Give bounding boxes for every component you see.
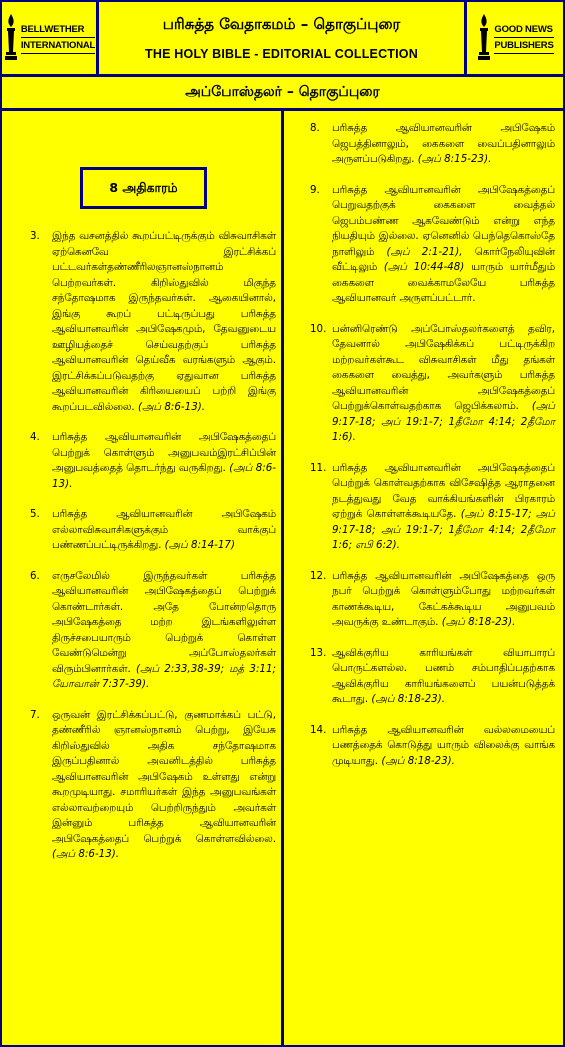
list-item — [310, 183, 555, 307]
item-number: 11. — [310, 461, 327, 474]
chapter-label: 8 அதிகாரம் — [80, 167, 207, 209]
item-text — [332, 121, 555, 168]
item-text — [332, 322, 555, 446]
section-header — [2, 77, 563, 108]
section-title: அப்போஸ்தலர் – தொகுப்புரை — [185, 83, 380, 100]
good-news-logo-box — [467, 2, 563, 74]
item-text — [332, 569, 555, 631]
item-reference: (அப் 10:44-48) — [383, 261, 465, 273]
list-item — [310, 322, 555, 446]
item-reference: (அப் 8:6-13). — [52, 462, 276, 490]
item-reference: (அப் 2:1-21), — [386, 245, 463, 258]
item-body: கொர்நேலியுவின் வீட்டிலும் — [332, 245, 556, 273]
logo-left-line-2: INTERNATIONAL — [21, 38, 95, 54]
item-body: பரிசுத்த ஆவியானவரின் வல்லமையைப் பணத்தைக் கொடுத்து யாரும் விலைக்கு வாங்க முடியாது. — [332, 723, 555, 767]
item-body: பரிசுத்த ஆவியானவரின் அபிஷேகத்தைப் பெற்றுக் கொள்வதற்காக விசேஷித்த ஆராதனை நடத்துவது வேத வாக்கியங்களின் பிரகாரம் ஏற்றுக் கொள்ளக்கூடியதே. — [332, 461, 555, 520]
title-english: THE HOLY BIBLE - EDITORIAL COLLECTION — [145, 47, 418, 61]
item-reference: (அப் 2:33,38-39; மத் 3:11; யோவான் 7:37-39). — [52, 662, 276, 690]
item-text — [52, 569, 276, 693]
item-text — [332, 723, 555, 770]
logo-right-line-1: GOOD NEWS — [494, 22, 553, 38]
item-body: பரிசுத்த ஆவியானவரின் அபிஷேகத்தை ஒரு நபர் பெற்றுக் கொள்ளும்போது மற்றவர்கள் காணக்கூடிய, கேட்கக்கூடிய அனுபவம் அவருக்கு உண்டாகும். — [332, 569, 555, 628]
item-text — [52, 507, 276, 554]
list-item — [30, 430, 276, 492]
item-body: எருசலேமில் இருந்தவர்கள் பரிசுத்த ஆவியானவரின் அபிஷேகத்தைப் பெற்றுக் கொண்டார்கள். அதே போன்றதொரு அபிஷேகத்தை மற்ற இடங்களிலுள்ள திருச்சபையாரும் பெற்றுக் கொள்ள வேண்டுமென்று அப்போஸ்தலர்கள் விரும்பினார்கள். — [52, 569, 276, 675]
item-body: ஒருவன் இரட்சிக்கப்பட்டு, குணமாக்கப் பட்டு, தண்ணீரில் ஞானஸ்நானம் பெற்று, இயேசு கிறிஸ்துவில் அதிக சந்தோஷமாக இருப்பதினால் அவனிடத்தில் பரிசுத்த ஆவியானவரின் அபிஷேகம் உள்ளது என்று கூறமுடியாது. சமாரியர்கள் இந்த அனுபவங்கள் எல்லாவற்றையும் பெற்றிருந்தும் அவர்கள் இன்னும் பரிசுத்த ஆவியானவரின் அபிஷேகத்தைப் பெற்றுக் கொள்ளவில்லை. — [52, 708, 276, 845]
item-body: பரிசுத்த ஆவியானவரின் அபிஷேகம் எல்லாவிசுவாசிகளுக்கும் வாக்குப் பண்ணப்பட்டிருக்கிறது. — [52, 508, 276, 551]
item-reference: (அப் 8:6-13). — [52, 848, 120, 860]
item-reference: (அப் 8:14-17) — [164, 539, 235, 551]
item-number: 7. — [30, 708, 40, 721]
item-body: பரிசுத்த ஆவியானவரின் அபிஷேகம் ஜெபத்தினாலும், கைகளை வைப்பதினாலும் அருளப்படுகிறது. — [332, 122, 555, 165]
item-body: இந்த வசனத்தில் கூறப்பட்டிருக்கும் விசுவாசிகள் ஏற்கெனவே இரட்சிக்கப் பட்டவர்கள்தண்ணீரிலஞானஸ்நானம் பெற்றவர்கள். கிறிஸ்துவில் மிகுந்த சந்தோஷமாக இருந்தவர்கள். ஆகையினால், இங்கு கூறப் பட்டிருப்பது பரிசுத்த ஆவியானவரின் அபிஷேகமும், தேவனுடைய ஊழியத்தைச் செய்வதற்குப் பரிசுத்த ஆவியானவரின் தெய்வீக வரங்களும் ஆகும். இரட்சிக்கப்படுவதற்கு ஏதுவான பரிசுத்த ஆவியானவரின் கிரியையைப் பற்றி இங்கு கூறப்படவில்லை. — [52, 230, 276, 413]
title-box — [99, 2, 464, 74]
list-item — [310, 121, 555, 168]
item-body: ஆவிக்குரிய காரியங்கள் வியாபாரப் பொருட்களல்ல. பணம் சம்பாதிப்பதற்காக ஆவிக்குரிய காரியங்களைப் பயன்படுத்தக் கூடாது. — [332, 646, 555, 705]
item-reference: (அப் 8:18-23). — [371, 693, 446, 705]
item-number: 13. — [310, 646, 327, 659]
item-number: 5. — [30, 508, 40, 520]
torch-icon — [3, 12, 19, 64]
item-body: பன்னிரெண்டு அப்போஸ்தலர்களைத் தவிர, தேவனால் அபிஷேகிக்கப் பட்டிருக்கிற மற்றவர்கள்கூட விசுவாசிகள் மீது தங்கள் கைகளை வைத்து, அவர்களும் பரிசுத்த ஆவியானவரின் அபிஷேகத்தைப் பெற்றுக்கொள்வதற்காக ஜெபிக்கலாம். — [332, 322, 555, 412]
list-item — [30, 708, 276, 863]
bellwether-logo-box — [2, 2, 96, 74]
list-item — [310, 569, 555, 631]
right-item-list — [310, 121, 555, 784]
bellwether-logo — [3, 12, 95, 64]
item-number: 6. — [30, 569, 40, 582]
item-number: 4. — [30, 431, 40, 443]
item-number: 8. — [310, 122, 320, 134]
list-item — [30, 229, 276, 415]
item-text — [332, 461, 555, 554]
list-item — [30, 507, 276, 554]
list-item — [310, 646, 555, 708]
item-number: 10. — [310, 322, 327, 335]
logo-right-line-2: PUBLISHERS — [494, 38, 553, 54]
item-text — [52, 708, 276, 863]
left-item-list — [30, 229, 276, 878]
list-item — [30, 569, 276, 693]
item-reference: (அப் 9:17-18; அப் 19:1-7; 1தீமோ 4:14; 2தீமோ 1:6). — [332, 400, 555, 443]
torch-icon — [476, 12, 492, 64]
title-tamil: பரிசுத்த வேதாகமம் – தொகுப்புரை — [162, 15, 401, 33]
item-reference: (அப் 8:18-23). — [381, 754, 455, 767]
item-text — [332, 183, 555, 307]
item-number: 12. — [310, 569, 327, 582]
item-reference: (அப் 8:15-23). — [417, 153, 492, 165]
item-text — [52, 229, 276, 415]
item-reference: (அப் 8:15-17; அப் 9:17-18; அப் 19:1-7; 1தீமோ 4:14; 2தீமோ 1:6; எபி 6:2). — [332, 508, 555, 551]
good-news-logo — [476, 12, 553, 64]
list-item — [310, 461, 555, 554]
item-body: யாரும் யார்மீதும் கைகளை வைக்காமலேயே பரிசுத்த ஆவியானவர் அருளப்பட்டார். — [332, 261, 555, 304]
right-column — [284, 111, 563, 1045]
list-item — [310, 723, 555, 770]
left-column — [2, 111, 281, 1045]
item-body: பரிசுத்த ஆவியானவரின் அபிஷேகத்தைப் பெறுவதற்குக் கைகளை வைத்தல் ஜெபம்பண்ண ஆகவேண்டும் என்று எந்த நியதியும் இல்லை. ஏனெனில் பெந்தெகொஸ்தே நாளிலும் — [332, 183, 555, 258]
item-reference: (அப் 8:6-13). — [137, 400, 206, 413]
logo-left-line-1: BELLWETHER — [21, 22, 95, 38]
item-number: 9. — [310, 183, 320, 196]
item-reference: (அப் 8:18-23). — [441, 616, 516, 628]
item-number: 3. — [30, 230, 40, 242]
item-number: 14. — [310, 723, 327, 736]
item-body: பரிசுத்த ஆவியானவரின் அபிஷேகத்தைப் பெற்றுக் கொள்ளும் அனுபவம்இரட்சிப்பின் அனுபவத்தைத் தொடர்ந்து வருகிறது. — [52, 431, 276, 474]
item-text — [52, 430, 276, 492]
item-text — [332, 646, 555, 708]
